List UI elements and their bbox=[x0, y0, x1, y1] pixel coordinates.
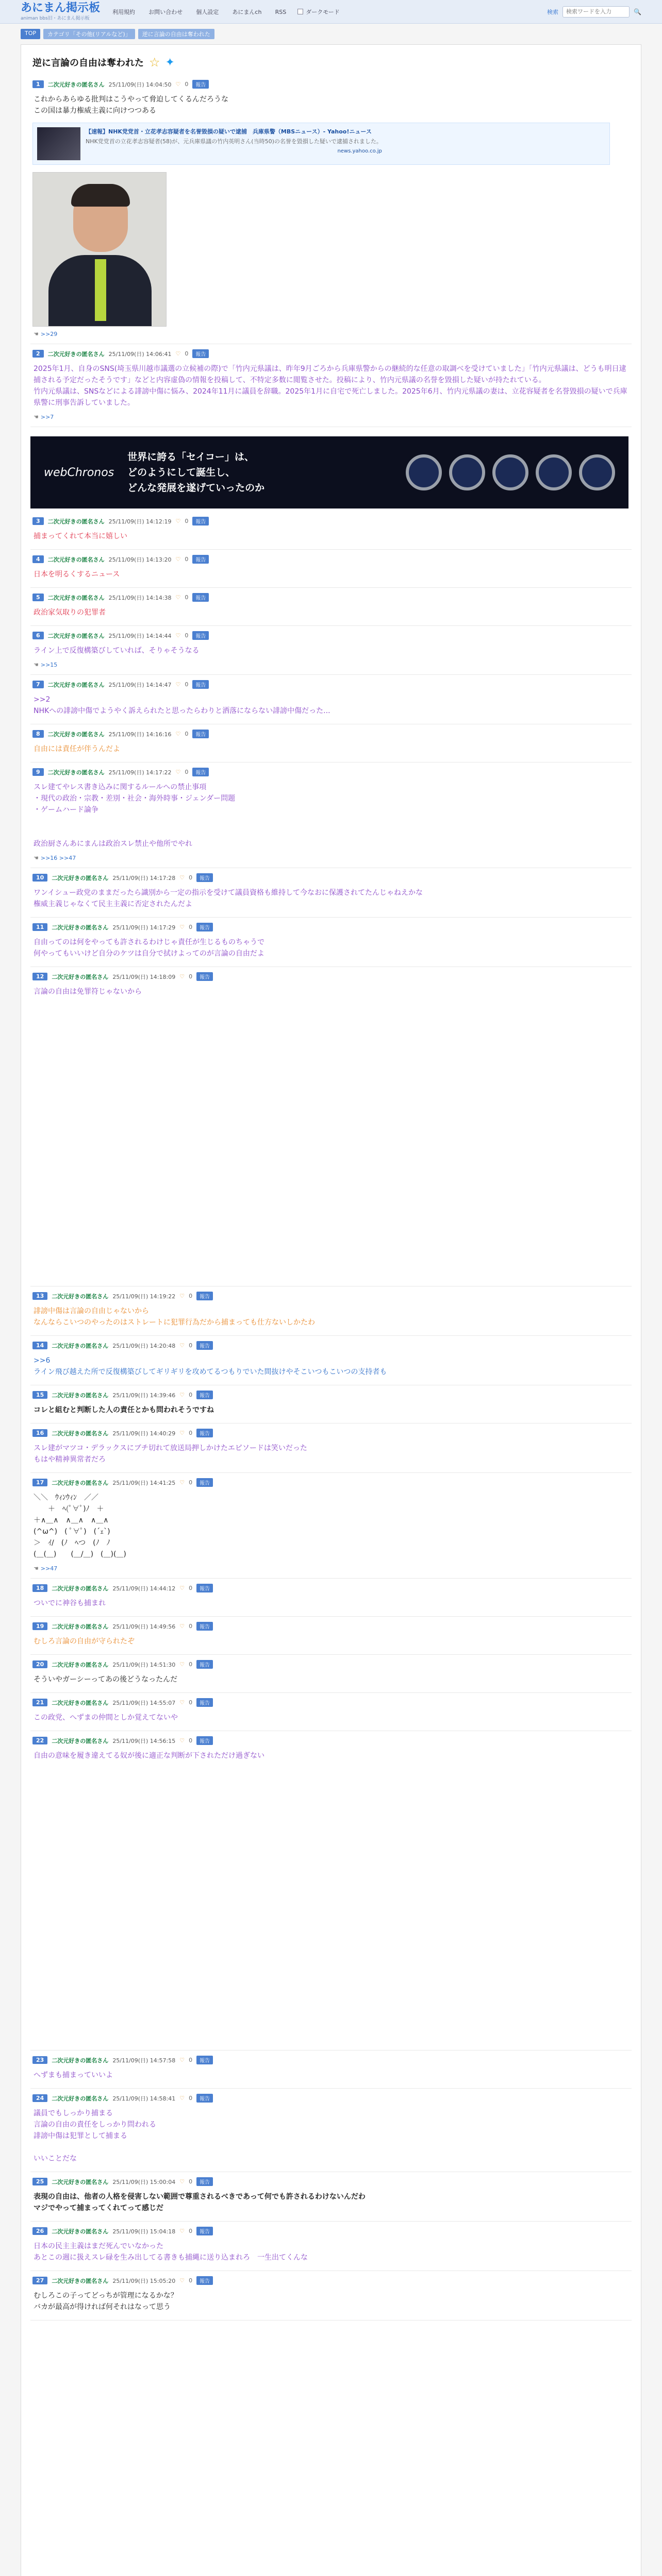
hand-icon: ☚ bbox=[34, 331, 39, 337]
post-number[interactable]: 25 bbox=[32, 2178, 47, 2185]
reply-count: 0 bbox=[189, 1623, 193, 1630]
poster-name: 二次元好きの匿名さん bbox=[52, 1737, 109, 1744]
report-button[interactable]: 報告 bbox=[192, 80, 209, 89]
news-title: 【速報】NHK党党首・立花孝志容疑者を名誉毀損の疑いで逮捕 兵庫県警（MBSニュース）- Yahoo!ニュース bbox=[86, 128, 372, 135]
reply-count: 0 bbox=[189, 1661, 193, 1668]
post-body: スレ建てやレス書き込みに関するルールへの禁止事項 ・現代の政治・宗教・差別・社会・海外時事・ジェンダー問題 ・ゲームハード論争 政治厨さんあにまんは政治スレ禁止や他所でやれ bbox=[34, 783, 236, 848]
reply-icon[interactable]: ♡ bbox=[179, 1479, 185, 1486]
reply-count: 0 bbox=[189, 973, 193, 980]
reply-count: 0 bbox=[189, 924, 193, 930]
reply-anchors[interactable] bbox=[32, 1561, 630, 1572]
watch-image bbox=[406, 454, 442, 490]
post bbox=[30, 868, 632, 918]
post-header bbox=[32, 1622, 630, 1631]
reply-count: 0 bbox=[185, 556, 189, 563]
reply-icon[interactable]: ♡ bbox=[179, 2228, 185, 2234]
poster-name: 二次元好きの匿名さん bbox=[47, 632, 105, 639]
reply-icon[interactable]: ♡ bbox=[175, 769, 181, 775]
post-number[interactable]: 26 bbox=[32, 2227, 47, 2235]
report-button[interactable]: 報告 bbox=[196, 972, 213, 981]
poster-name: 二次元好きの匿名さん bbox=[47, 81, 105, 88]
post-date: 25/11/09(日) 14:04:50 bbox=[108, 81, 172, 88]
post-header bbox=[32, 1292, 630, 1300]
post-body: >>6 ライン飛び越えた所で反復構築びしてギリギリを攻めてるつもりでいた間抜けやそこいつもこいつの支持者も bbox=[34, 1357, 387, 1376]
poster-name: 二次元好きの匿名さん bbox=[47, 594, 105, 601]
post bbox=[30, 1617, 632, 1655]
reply-count: 0 bbox=[189, 1479, 193, 1486]
reply-icon[interactable]: ♡ bbox=[175, 731, 181, 737]
post bbox=[30, 918, 632, 967]
ad-watches bbox=[406, 454, 615, 490]
poster-name: 二次元好きの匿名さん bbox=[52, 924, 109, 931]
post bbox=[30, 344, 632, 427]
post bbox=[30, 1336, 632, 1385]
post-header bbox=[32, 972, 630, 981]
post-header bbox=[32, 1698, 630, 1707]
post-date: 25/11/09(日) 14:51:30 bbox=[112, 1661, 176, 1668]
post-date: 25/11/09(日) 14:20:48 bbox=[112, 1342, 176, 1349]
report-button[interactable]: 報告 bbox=[192, 730, 209, 738]
report-button[interactable]: 報告 bbox=[192, 349, 209, 358]
reply-icon[interactable]: ♡ bbox=[179, 1392, 185, 1398]
nav-menu bbox=[112, 8, 297, 16]
post-header bbox=[32, 80, 630, 89]
reply-count: 0 bbox=[185, 594, 189, 601]
post-number[interactable]: 11 bbox=[32, 923, 47, 931]
reply-icon[interactable]: ♡ bbox=[179, 2095, 185, 2102]
reply-icon[interactable]: ♡ bbox=[179, 1585, 185, 1591]
anchor-links[interactable]: >>15 bbox=[40, 662, 58, 668]
report-button[interactable]: 報告 bbox=[192, 768, 209, 776]
post-date: 25/11/09(日) 14:56:15 bbox=[112, 1737, 176, 1744]
poster-name: 二次元好きの匿名さん bbox=[52, 1430, 109, 1437]
reply-count: 0 bbox=[189, 2178, 193, 2185]
watch-image bbox=[536, 454, 572, 490]
ad-copy: 世界に誇る「セイコー」は、 どのようにして誕生し、 どんな発展を遂げていったのか bbox=[127, 451, 265, 494]
hand-icon: ☚ bbox=[34, 662, 39, 668]
post-date: 25/11/09(日) 14:40:29 bbox=[112, 1430, 176, 1437]
logo-text: あにまん掲示板 bbox=[21, 2, 101, 14]
nav-contact[interactable]: お問い合わせ bbox=[148, 8, 183, 15]
poster-name: 二次元好きの匿名さん bbox=[47, 556, 105, 563]
post-date: 25/11/09(日) 15:00:04 bbox=[112, 2178, 176, 2185]
post-number[interactable]: 5 bbox=[32, 594, 44, 601]
dark-mode-label: ダークモード bbox=[306, 8, 340, 15]
post-number[interactable]: 17 bbox=[32, 1479, 47, 1486]
nav-rss[interactable]: RSS bbox=[275, 8, 287, 15]
post-body: これからあらゆる批判はこうやって脅迫してくるんだろうな この国は暴力権威主義に向けつつある bbox=[34, 95, 228, 115]
post-date: 25/11/09(日) 14:17:22 bbox=[108, 769, 172, 776]
watch-image bbox=[579, 454, 615, 490]
reply-anchors[interactable] bbox=[32, 657, 630, 668]
search-label: 検索 bbox=[547, 8, 559, 15]
reply-icon[interactable]: ♡ bbox=[175, 681, 181, 688]
poster-name: 二次元好きの匿名さん bbox=[52, 1392, 109, 1399]
reply-count: 0 bbox=[189, 1737, 193, 1744]
report-button[interactable]: 報告 bbox=[196, 923, 213, 931]
post bbox=[30, 1473, 632, 1579]
report-button[interactable]: 報告 bbox=[196, 1292, 213, 1300]
post-date: 25/11/09(日) 14:14:38 bbox=[108, 594, 172, 601]
breadcrumb-category[interactable]: カテゴリ「その他(リアルなど)」 bbox=[43, 29, 135, 39]
reply-anchors[interactable] bbox=[32, 851, 630, 861]
logo-subtext: animan bbs旧・あにまん掲示板 bbox=[21, 16, 90, 21]
report-button[interactable]: 報告 bbox=[192, 593, 209, 602]
ad-brand: webChronos bbox=[44, 466, 114, 479]
post bbox=[30, 2050, 632, 2089]
post-number[interactable]: 8 bbox=[32, 730, 44, 738]
post-date: 25/11/09(日) 14:19:22 bbox=[112, 1293, 176, 1300]
reply-icon[interactable]: ♡ bbox=[179, 1623, 185, 1630]
post-date: 25/11/09(日) 14:13:20 bbox=[108, 556, 172, 563]
post-number[interactable]: 3 bbox=[32, 517, 44, 525]
post-body: ついでに神谷も捕まれ bbox=[34, 1599, 106, 1607]
poster-name: 二次元好きの匿名さん bbox=[52, 1342, 109, 1349]
post-header bbox=[32, 349, 630, 358]
post-number[interactable]: 15 bbox=[32, 1391, 47, 1399]
post-number[interactable]: 2 bbox=[32, 350, 44, 358]
watch-image bbox=[449, 454, 485, 490]
report-button[interactable]: 報告 bbox=[196, 1341, 213, 1350]
top-bar bbox=[0, 0, 662, 24]
post-date: 25/11/09(日) 14:18:09 bbox=[112, 973, 176, 980]
post bbox=[30, 1655, 632, 1693]
post-body: 日本の民主主義はまだ死んでいなかった あとこの週に扱えスレ碌を生み出してる書きも捕縄に送り込まれろ 一生出てくんな bbox=[34, 2242, 308, 2262]
post-number[interactable]: 14 bbox=[32, 1342, 47, 1349]
post-body: コレと組むと判断した人の責任とかも問われそうですね bbox=[34, 1406, 214, 1414]
report-button[interactable]: 報告 bbox=[196, 2227, 213, 2235]
report-button[interactable]: 報告 bbox=[196, 873, 213, 882]
report-button[interactable]: 報告 bbox=[196, 1622, 213, 1631]
post-date: 25/11/09(日) 15:05:20 bbox=[112, 2277, 176, 2284]
report-button[interactable]: 報告 bbox=[196, 1736, 213, 1745]
post-body: 誹謗中傷は言論の自由じゃないから なんならこいつのやったのはストレートに犯罪行為だから捕まっても仕方ないしかたわ bbox=[34, 1307, 315, 1327]
post-header bbox=[32, 631, 630, 640]
post-number[interactable]: 23 bbox=[32, 2056, 47, 2064]
post-number[interactable]: 6 bbox=[32, 632, 44, 639]
post bbox=[30, 512, 632, 550]
reply-count: 0 bbox=[189, 1342, 193, 1349]
post-number[interactable]: 1 bbox=[32, 80, 44, 88]
reply-icon[interactable]: ♡ bbox=[175, 594, 181, 601]
report-button[interactable]: 報告 bbox=[196, 2276, 213, 2285]
post-date: 25/11/09(日) 14:55:07 bbox=[112, 1699, 176, 1706]
post-body: 自由ってのは何をやっても許されるわけじゃ責任が生じるものちゃうで 何やってもいいけど自分のケツは自分で拭けよってのが言論の自由だよ bbox=[34, 938, 264, 958]
post bbox=[30, 75, 632, 344]
post bbox=[30, 2271, 632, 2320]
anchor-links[interactable]: >>7 bbox=[40, 414, 54, 420]
post bbox=[30, 1423, 632, 1473]
reply-count: 0 bbox=[189, 1430, 193, 1436]
poster-name: 二次元好きの匿名さん bbox=[52, 1293, 109, 1300]
post-body: へずまも捕まっていいよ bbox=[34, 2071, 113, 2079]
thread-header bbox=[30, 55, 632, 75]
poster-name: 二次元好きの匿名さん bbox=[52, 1699, 109, 1706]
post-body: そういやガーシーってあの後どうなったんだ bbox=[34, 1675, 178, 1684]
post-header bbox=[32, 1584, 630, 1592]
post-body: 自由には責任が伴うんだよ bbox=[34, 745, 120, 753]
dark-mode-toggle[interactable] bbox=[297, 8, 340, 16]
checkbox-icon[interactable] bbox=[297, 9, 303, 14]
reply-icon[interactable]: ♡ bbox=[175, 632, 181, 639]
anchor-links[interactable]: >>16 >>47 bbox=[40, 855, 76, 861]
anchor-links[interactable]: >>47 bbox=[40, 1565, 58, 1572]
post-date: 25/11/09(日) 14:14:44 bbox=[108, 632, 172, 639]
post bbox=[30, 1286, 632, 1336]
reply-anchors[interactable] bbox=[32, 327, 630, 337]
post-date: 25/11/09(日) 14:57:58 bbox=[112, 2057, 176, 2064]
reply-icon[interactable]: ♡ bbox=[175, 518, 181, 524]
post bbox=[30, 1731, 632, 2050]
post bbox=[30, 762, 632, 868]
news-description: NHK党党首の立花孝志容疑者(58)が、元兵庫県議の竹内英明さん(当時50)の名誉を毀損した疑いで逮捕されました。 bbox=[86, 138, 382, 145]
breadcrumb-thread[interactable]: 逆に言論の自由は奪われた bbox=[138, 29, 214, 39]
poster-name: 二次元好きの匿名さん bbox=[52, 973, 109, 980]
post-number[interactable]: 16 bbox=[32, 1429, 47, 1437]
thread-panel bbox=[21, 44, 641, 2576]
reply-count: 0 bbox=[189, 2095, 193, 2102]
poster-name: 二次元好きの匿名さん bbox=[47, 731, 105, 738]
post bbox=[30, 2089, 632, 2172]
post-number[interactable]: 22 bbox=[32, 1737, 47, 1744]
poster-name: 二次元好きの匿名さん bbox=[47, 350, 105, 358]
post-body: 捕まってくれて本当に嬉しい bbox=[34, 532, 127, 540]
post-body: 表現の自由は、他者の人格を侵害しない範囲で尊重されるべきであって何でも許されるわけないんだわ マジでやって捕まってくれてって感じだ bbox=[34, 2193, 366, 2212]
reply-icon[interactable]: ♡ bbox=[179, 874, 185, 881]
reply-icon[interactable]: ♡ bbox=[175, 81, 181, 88]
report-button[interactable]: 報告 bbox=[196, 1698, 213, 1707]
poster-name: 二次元好きの匿名さん bbox=[52, 1661, 109, 1668]
post-body: 議員でもしっかり捕まる 言論の自由の責任をしっかり問われる 誹謗中傷は犯罪として捕まる いいことだな bbox=[34, 2109, 156, 2163]
post-header bbox=[32, 555, 630, 564]
post-header bbox=[32, 1478, 630, 1487]
poster-name: 二次元好きの匿名さん bbox=[52, 2057, 109, 2064]
post-number[interactable]: 24 bbox=[32, 2094, 47, 2102]
post-body: この政党、へずまの仲間としか覚えてないや bbox=[34, 1714, 178, 1722]
poster-name: 二次元好きの匿名さん bbox=[52, 2228, 109, 2235]
post-date: 25/11/09(日) 14:17:28 bbox=[112, 874, 176, 882]
post-body: >>2 NHKへの誹謗中傷でようやく訴えられたと思ったらわりと洒落にならない誹謗中傷だった... bbox=[34, 696, 330, 715]
post-date: 25/11/09(日) 14:12:19 bbox=[108, 518, 172, 525]
search-input[interactable] bbox=[562, 6, 630, 18]
post bbox=[30, 675, 632, 724]
page-title: 逆に言論の自由は奪われた bbox=[32, 58, 144, 69]
poster-name: 二次元好きの匿名さん bbox=[47, 681, 105, 688]
reply-count: 0 bbox=[185, 518, 189, 524]
post-header bbox=[32, 1736, 630, 1745]
post-header bbox=[32, 1341, 630, 1350]
report-button[interactable]: 報告 bbox=[192, 680, 209, 689]
reply-icon[interactable]: ♡ bbox=[179, 973, 185, 980]
post bbox=[30, 1693, 632, 1731]
post bbox=[30, 1385, 632, 1423]
search-icon[interactable]: 🔍 bbox=[634, 8, 641, 15]
advertisement-banner[interactable] bbox=[30, 436, 628, 509]
site-logo[interactable] bbox=[21, 2, 100, 21]
reply-icon[interactable]: ♡ bbox=[179, 1699, 185, 1706]
reply-count: 0 bbox=[189, 1392, 193, 1398]
post-date: 25/11/09(日) 14:14:47 bbox=[108, 681, 172, 688]
reply-count: 0 bbox=[189, 2277, 193, 2284]
news-url: news.yahoo.co.jp bbox=[337, 148, 382, 154]
post-body: 自由の意味を履き違えてる奴が後に適正な判断が下されただけ過ぎない bbox=[34, 1752, 264, 1760]
news-link-card[interactable] bbox=[32, 123, 610, 165]
post-body: スレ建がマツコ・デラックスにブチ切れて放送局押しかけたエピソードは笑いだった もはや精神異常者だろ bbox=[34, 1444, 307, 1464]
nav-animanch[interactable]: あにまんch bbox=[232, 8, 262, 15]
post-body: ワンイシュー政党のままだったら識別から一定の指示を受けて議員資格も維持して今なおに保護されてたんじゃねえかな 権威主義じゃなくて民主主義に否定されたんだよ bbox=[34, 889, 423, 908]
post-body: むしろ言論の自由が守られたぞ bbox=[34, 1637, 135, 1646]
news-thumbnail bbox=[37, 127, 80, 160]
report-button[interactable]: 報告 bbox=[196, 2094, 213, 2103]
reply-icon[interactable]: ♡ bbox=[179, 2057, 185, 2063]
reply-count: 0 bbox=[189, 2228, 193, 2234]
poster-name: 二次元好きの匿名さん bbox=[52, 1585, 109, 1592]
post-header bbox=[32, 873, 630, 882]
post-date: 25/11/09(日) 14:16:16 bbox=[108, 731, 172, 738]
post-date: 25/11/09(日) 14:41:25 bbox=[112, 1479, 176, 1486]
hand-icon: ☚ bbox=[34, 855, 39, 861]
reply-anchors[interactable] bbox=[32, 410, 630, 420]
breadcrumb bbox=[0, 24, 662, 39]
post-date: 25/11/09(日) 14:39:46 bbox=[112, 1392, 176, 1399]
post-header bbox=[32, 2177, 630, 2186]
report-button[interactable]: 報告 bbox=[196, 1584, 213, 1592]
reply-count: 0 bbox=[189, 1585, 193, 1591]
post-number[interactable]: 4 bbox=[32, 555, 44, 563]
post-date: 25/11/09(日) 15:04:18 bbox=[112, 2228, 176, 2235]
poster-name: 二次元好きの匿名さん bbox=[47, 769, 105, 776]
post-number[interactable]: 18 bbox=[32, 1584, 47, 1592]
poster-name: 二次元好きの匿名さん bbox=[47, 518, 105, 525]
post bbox=[30, 2172, 632, 2222]
post-header bbox=[32, 2094, 630, 2103]
report-button[interactable]: 報告 bbox=[192, 517, 209, 526]
poster-name: 二次元好きの匿名さん bbox=[52, 1479, 109, 1486]
reply-icon[interactable]: ♡ bbox=[179, 924, 185, 930]
post bbox=[30, 1579, 632, 1617]
report-button[interactable]: 報告 bbox=[192, 555, 209, 564]
reply-count: 0 bbox=[185, 681, 189, 688]
post-date: 25/11/09(日) 14:49:56 bbox=[112, 1623, 176, 1630]
poster-name: 二次元好きの匿名さん bbox=[52, 2178, 109, 2185]
post-header bbox=[32, 2056, 630, 2064]
post-date: 25/11/09(日) 14:44:12 bbox=[112, 1585, 176, 1592]
post-body: ＼＼ ｳｨﾝｳｨﾝ ／／ ＋ ﾍ(ﾟ∀ﾟ)ﾉ ＋ ＋∧＿∧ ∧＿∧ ∧＿∧ (^ω^) ( ﾟ∀ﾟ) (´ｪ`) ＞ ｲ/ (ﾉ ﾍつ (ﾉ ﾉ (＿(＿) (＿/＿) (＿)(＿) bbox=[34, 1494, 126, 1558]
post-body: 2025年1月、自身のSNS(埼玉県川越市議選の立候補の際)で「竹内元県議は、昨年9月ごろから兵庫県警からの継続的な任意の取調べを受けていました」「竹内元県議は、どうも明日逮捕される予定だったそうです」などと内容虚偽の情報を投稿して、不特定多数に閲覧させた。投稿により、竹内元県議の名誉を毀損した疑いが持たれている。 竹内元県議は、SNSなどによる誹謗中傷に悩み、2024年11月に議員を辞職。2025年1月に自宅で死亡しました。2025年6月、竹内元県議の妻は、立花容疑者を名誉毀損の疑いで兵庫県警に刑事告訴していました。 bbox=[34, 365, 627, 407]
post-number[interactable]: 27 bbox=[32, 2277, 47, 2284]
post bbox=[30, 724, 632, 762]
post bbox=[30, 626, 632, 675]
report-button[interactable]: 報告 bbox=[196, 1391, 213, 1399]
post-body: 政治家気取りの犯罪者 bbox=[34, 608, 106, 617]
post-number[interactable]: 12 bbox=[32, 973, 47, 980]
reply-icon[interactable]: ♡ bbox=[175, 556, 181, 563]
post-number[interactable]: 7 bbox=[32, 681, 44, 688]
reply-count: 0 bbox=[185, 769, 189, 775]
post-body: ライン上で反復構築びしていれば、そりゃそうなる bbox=[34, 647, 200, 655]
post-date: 25/11/09(日) 14:17:29 bbox=[112, 924, 176, 931]
reply-icon[interactable]: ♡ bbox=[179, 1430, 185, 1436]
reply-icon[interactable]: ♡ bbox=[179, 1661, 185, 1668]
breadcrumb-top[interactable]: TOP bbox=[21, 29, 40, 39]
post-number[interactable]: 21 bbox=[32, 1699, 47, 1706]
poster-name: 二次元好きの匿名さん bbox=[52, 2095, 109, 2102]
report-button[interactable]: 報告 bbox=[196, 1478, 213, 1487]
report-button[interactable]: 報告 bbox=[192, 631, 209, 640]
post-header bbox=[32, 593, 630, 602]
nav-settings[interactable]: 個人設定 bbox=[196, 8, 219, 15]
reply-icon[interactable]: ♡ bbox=[179, 1342, 185, 1349]
report-button[interactable]: 報告 bbox=[196, 2177, 213, 2186]
reply-count: 0 bbox=[185, 731, 189, 737]
reply-count: 0 bbox=[185, 81, 189, 88]
nav-terms[interactable]: 利用規約 bbox=[112, 8, 136, 15]
watch-image bbox=[492, 454, 528, 490]
post-body: 日本を明るくするニュース bbox=[34, 570, 120, 579]
post-body: 言論の自由は免罪符じゃないから bbox=[34, 988, 142, 996]
post-header bbox=[32, 768, 630, 776]
reply-count: 0 bbox=[189, 874, 193, 881]
post bbox=[30, 550, 632, 588]
post-header bbox=[32, 1429, 630, 1437]
post-header bbox=[32, 923, 630, 931]
twitter-icon[interactable]: ✦ bbox=[165, 56, 175, 69]
favorite-star-icon[interactable]: ☆ bbox=[149, 55, 160, 70]
post-number[interactable]: 9 bbox=[32, 768, 44, 776]
reply-icon[interactable]: ♡ bbox=[179, 1293, 185, 1299]
post-header bbox=[32, 2227, 630, 2235]
post-number[interactable]: 20 bbox=[32, 1660, 47, 1668]
post-header bbox=[32, 1391, 630, 1399]
post-date: 25/11/09(日) 14:58:41 bbox=[112, 2095, 176, 2102]
post-date: 25/11/09(日) 14:06:41 bbox=[108, 350, 172, 358]
anchor-links[interactable]: >>29 bbox=[40, 331, 58, 337]
post-list bbox=[30, 75, 632, 2320]
report-button[interactable]: 報告 bbox=[196, 1429, 213, 1437]
poster-name: 二次元好きの匿名さん bbox=[52, 2277, 109, 2284]
reply-count: 0 bbox=[185, 632, 189, 639]
reply-icon[interactable]: ♡ bbox=[179, 2277, 185, 2284]
reply-count: 0 bbox=[189, 2057, 193, 2063]
post-number[interactable]: 19 bbox=[32, 1622, 47, 1630]
post bbox=[30, 2222, 632, 2271]
report-button[interactable]: 報告 bbox=[196, 1660, 213, 1669]
post-number[interactable]: 10 bbox=[32, 874, 47, 882]
post-header bbox=[32, 1660, 630, 1669]
reply-icon[interactable]: ♡ bbox=[175, 350, 181, 357]
post-number[interactable]: 13 bbox=[32, 1292, 47, 1300]
poster-name: 二次元好きの匿名さん bbox=[52, 1623, 109, 1630]
post-header bbox=[32, 730, 630, 738]
reply-count: 0 bbox=[189, 1293, 193, 1299]
post bbox=[30, 588, 632, 626]
post-header bbox=[32, 680, 630, 689]
hand-icon: ☚ bbox=[34, 414, 39, 420]
reply-count: 0 bbox=[189, 1699, 193, 1706]
post-body: むしろこの子ってどっちが管理になるかな？ バカが最高が得ければ何それはなって思う bbox=[34, 2292, 178, 2311]
post-header bbox=[32, 517, 630, 526]
reply-icon[interactable]: ♡ bbox=[179, 2178, 185, 2185]
hand-icon: ☚ bbox=[34, 1565, 39, 1572]
post-header bbox=[32, 2276, 630, 2285]
reply-icon[interactable]: ♡ bbox=[179, 1737, 185, 1744]
post bbox=[30, 967, 632, 1286]
reply-count: 0 bbox=[185, 350, 189, 357]
poster-name: 二次元好きの匿名さん bbox=[52, 874, 109, 882]
report-button[interactable]: 報告 bbox=[196, 2056, 213, 2064]
post-photo[interactable] bbox=[32, 172, 167, 327]
